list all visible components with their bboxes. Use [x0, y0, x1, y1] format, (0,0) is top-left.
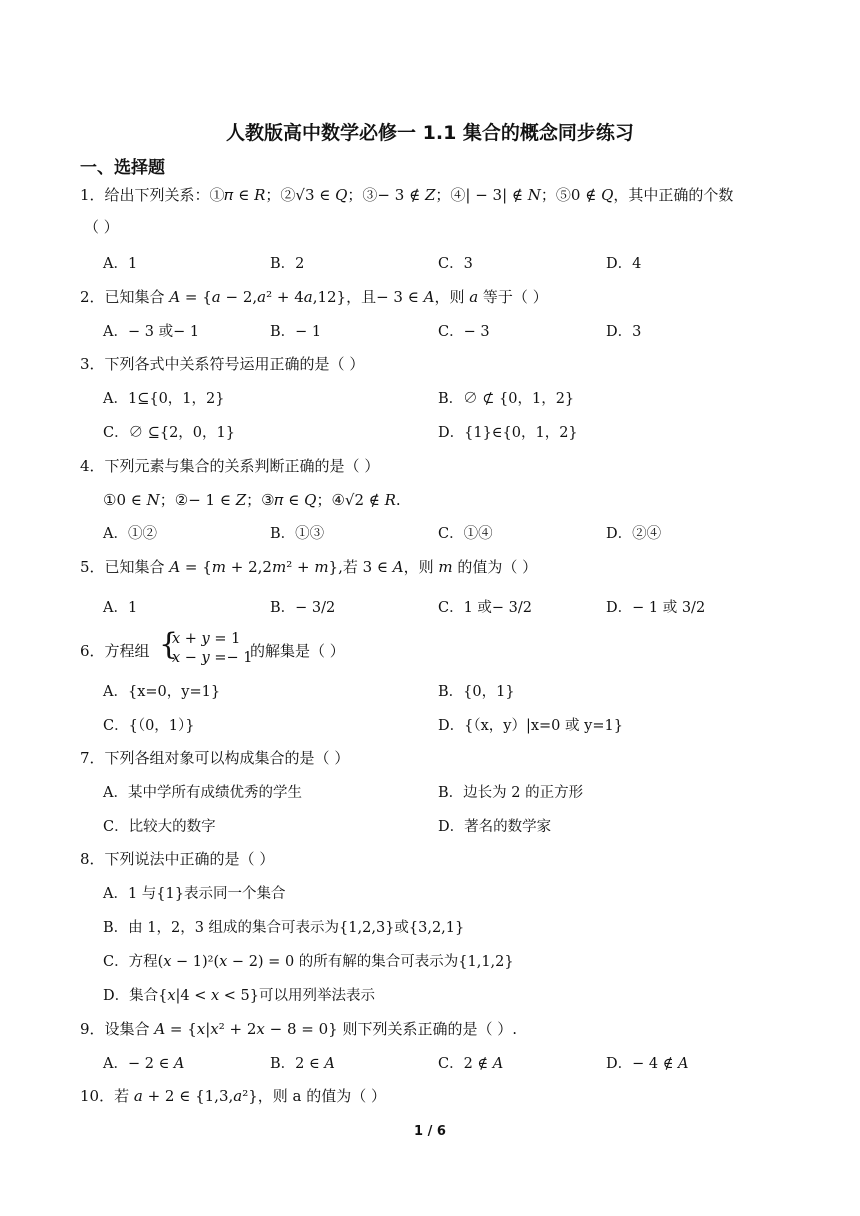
option-c: C．2 ∉ 𝐴: [438, 1056, 504, 1072]
question-text: 下列元素与集合的关系判断正确的是（ ）: [104, 457, 380, 475]
option-a: A．某中学所有成绩优秀的学生: [103, 785, 302, 801]
option-b: B．− 1: [270, 324, 322, 340]
question-text: 给出下列关系：①𝜋 ∈ 𝑅；②√3 ∈ 𝑄；③− 3 ∉ 𝑍；④| − 3| ∉ 𝑁；⑤0 ∉ 𝑄，其中正确的个数: [104, 186, 734, 204]
question-3: [80, 353, 364, 374]
option-d: D．集合{𝑥|4 < 𝑥 < 5}可以用列举法表示: [103, 988, 376, 1004]
question-number: 2．: [80, 288, 105, 306]
question-number: 1．: [80, 186, 105, 204]
option-a: A．①②: [103, 526, 157, 542]
question-number: 3．: [80, 355, 105, 373]
option-c: C．比较大的数字: [103, 819, 216, 835]
option-a: A．1 与{1}表示同一个集合: [103, 886, 286, 902]
question-1-cont: （ ）: [84, 218, 119, 236]
option-b: B．− 3/2: [270, 600, 336, 616]
question-text: 设集合 𝐴 = {𝑥|𝑥² + 2𝑥 − 8 = 0} 则下列关系正确的是（ ）.: [104, 1020, 518, 1038]
question-text: 已知集合 𝐴 = {𝑚 + 2,2𝑚² + 𝑚},若 3 ∈ 𝐴，则 𝑚 的值为（ ）: [104, 558, 538, 576]
question-number: 8．: [80, 850, 105, 868]
option-c: C．方程(𝑥 − 1)²(𝑥 − 2) = 0 的所有解的集合可表示为{1,1,2}: [103, 954, 514, 970]
option-d: D．− 1 或 3/2: [606, 600, 706, 616]
option-b: B．{0，1}: [438, 684, 515, 700]
option-d: D．{1}∈{0，1，2}: [438, 425, 578, 441]
equation-system: [172, 630, 252, 668]
question-2: [80, 286, 548, 307]
question-text: 若 𝑎 + 2 ∈ {1,3,𝑎²}，则 a 的值为（ ）: [114, 1087, 387, 1105]
option-b: B．2: [270, 256, 305, 272]
option-c: C．1 或− 3/2: [438, 600, 533, 616]
question-text: 已知集合 𝐴 = {𝑎 − 2,𝑎² + 4𝑎,12}，且− 3 ∈ 𝐴，则 𝑎 等于（ ）: [104, 288, 548, 306]
section-heading: 一、选择题: [80, 158, 165, 178]
question-10: [80, 1085, 386, 1106]
question-number: 10．: [80, 1087, 115, 1105]
question-text: 方程组: [104, 642, 150, 660]
question-4-cont: ①0 ∈ 𝑁；②− 1 ∈ 𝑍；③𝜋 ∈ 𝑄；④√2 ∉ 𝑅.: [103, 491, 401, 509]
question-number: 7．: [80, 749, 105, 767]
question-5: [80, 556, 537, 577]
option-a: A．− 2 ∈ 𝐴: [103, 1056, 185, 1072]
option-d: D．{（x，y）|x=0 或 y=1}: [438, 718, 623, 734]
question-text: 下列各组对象可以构成集合的是（ ）: [104, 749, 350, 767]
question-6: [80, 640, 150, 661]
option-b: B．∅ ⊄ {0，1，2}: [438, 391, 575, 407]
question-text: 的解集是（ ）: [250, 642, 345, 660]
option-b: B．2 ∈ 𝐴: [270, 1056, 335, 1072]
option-a: A．1: [103, 600, 138, 616]
equation-line: 𝑥 − 𝑦 =− 1: [172, 650, 253, 666]
question-number: 5．: [80, 558, 105, 576]
option-d: D．②④: [606, 526, 662, 542]
page-title: 人教版高中数学必修一 1.1 集合的概念同步练习: [226, 122, 634, 144]
question-9: [80, 1018, 517, 1039]
option-c: C．{（0，1）}: [103, 718, 195, 734]
option-b: B．①③: [270, 526, 325, 542]
option-d: D．著名的数学家: [438, 819, 552, 835]
page-number: 1 / 6: [414, 1124, 446, 1139]
option-d: D．4: [606, 256, 642, 272]
question-1: [80, 184, 733, 205]
option-b: B．由 1，2，3 组成的集合可表示为{1,2,3}或{3,2,1}: [103, 920, 465, 936]
option-c: C．− 3: [438, 324, 490, 340]
question-number: 4．: [80, 457, 105, 475]
question-7: [80, 747, 349, 768]
option-a: A．1⊆{0，1，2}: [103, 391, 225, 407]
question-text: 下列说法中正确的是（ ）: [104, 850, 275, 868]
option-b: B．边长为 2 的正方形: [438, 785, 584, 801]
option-a: A．− 3 或− 1: [103, 324, 200, 340]
option-d: D．− 4 ∉ 𝐴: [606, 1056, 689, 1072]
question-number: 6．: [80, 642, 105, 660]
option-a: A．1: [103, 256, 138, 272]
question-8: [80, 848, 274, 869]
option-c: C．①④: [438, 526, 493, 542]
option-d: D．3: [606, 324, 642, 340]
option-c: C．∅ ⊆{2，0，1}: [103, 425, 235, 441]
equation-brace: {: [159, 627, 179, 662]
question-number: 9．: [80, 1020, 105, 1038]
option-a: A．{x=0，y=1}: [103, 684, 221, 700]
option-c: C．3: [438, 256, 473, 272]
equation-line: 𝑥 + 𝑦 = 1: [172, 631, 241, 647]
question-text: 下列各式中关系符号运用正确的是（ ）: [104, 355, 365, 373]
question-4: [80, 455, 379, 476]
